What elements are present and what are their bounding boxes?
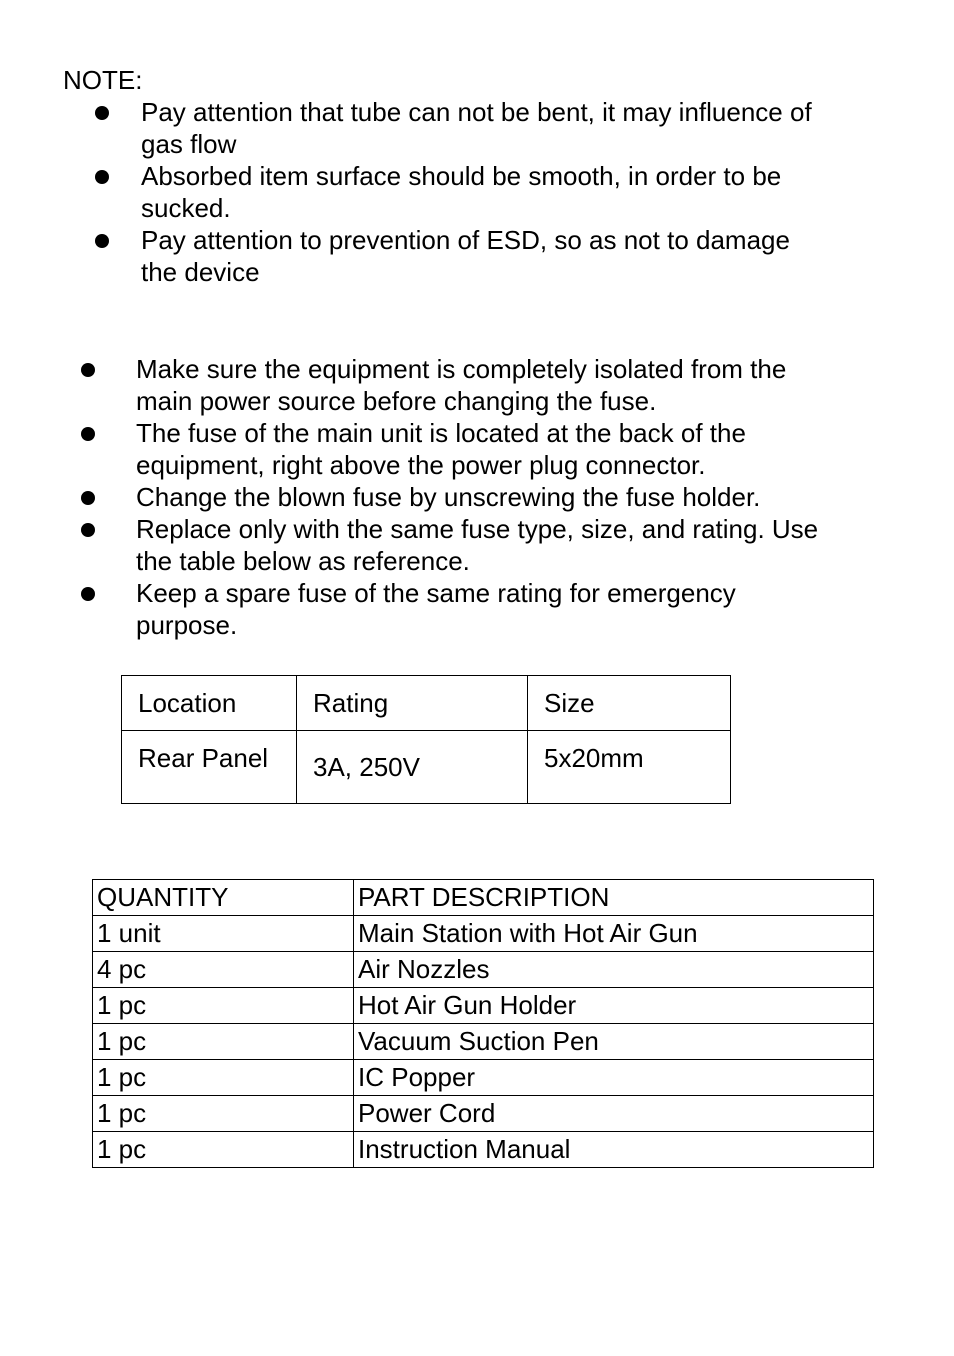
bullet-icon xyxy=(81,587,95,601)
fuse-instruction-item xyxy=(136,417,916,481)
parts-description-cell: Power Cord xyxy=(354,1096,874,1132)
note-item-line: Absorbed item surface should be smooth, in order to be xyxy=(141,161,782,191)
parts-quantity-cell: 4 pc xyxy=(93,952,354,988)
note-item-line: the device xyxy=(141,257,260,287)
fuse-table-row xyxy=(122,731,731,804)
parts-table-row xyxy=(93,1024,874,1060)
parts-description-cell: IC Popper xyxy=(354,1060,874,1096)
fuse-instruction-item xyxy=(136,577,916,641)
bullet-icon xyxy=(95,170,109,184)
fuse-table-cell: 3A, 250V xyxy=(297,731,528,804)
note-item xyxy=(141,224,911,288)
bullet-icon xyxy=(81,523,95,537)
parts-table-row xyxy=(93,1060,874,1096)
note-title: NOTE: xyxy=(63,65,143,95)
fuse-instruction-item xyxy=(136,481,916,513)
note-item-line: Pay attention to prevention of ESD, so as not to damage xyxy=(141,225,790,255)
parts-table-row xyxy=(93,988,874,1024)
note-item xyxy=(141,96,911,160)
fuse-table-cell: 5x20mm xyxy=(528,731,731,804)
parts-table-header-cell: QUANTITY xyxy=(93,880,354,916)
fuse-table-header-cell: Size xyxy=(528,676,731,731)
bullet-icon xyxy=(81,363,95,377)
parts-quantity-cell: 1 pc xyxy=(93,1096,354,1132)
parts-quantity-cell: 1 pc xyxy=(93,1132,354,1168)
parts-table-row xyxy=(93,952,874,988)
parts-description-cell: Main Station with Hot Air Gun xyxy=(354,916,874,952)
fuse-instruction-line: Change the blown fuse by unscrewing the fuse holder. xyxy=(136,482,761,512)
parts-table-row xyxy=(93,1096,874,1132)
fuse-table-header-cell: Rating xyxy=(297,676,528,731)
note-list xyxy=(141,96,911,288)
bullet-icon xyxy=(95,106,109,120)
fuse-table-cell: Rear Panel xyxy=(122,731,297,804)
note-item-line: Pay attention that tube can not be bent, it may influence of xyxy=(141,97,812,127)
fuse-table-header-row xyxy=(122,676,731,731)
bullet-icon xyxy=(95,234,109,248)
fuse-instruction-line: main power source before changing the fuse. xyxy=(136,386,657,416)
fuse-instruction-line: the table below as reference. xyxy=(136,546,470,576)
fuse-table-header-cell: Location xyxy=(122,676,297,731)
fuse-instruction-line: purpose. xyxy=(136,610,238,640)
fuse-instruction-line: Keep a spare fuse of the same rating for emergency xyxy=(136,578,736,608)
fuse-table xyxy=(121,675,731,804)
parts-quantity-cell: 1 unit xyxy=(93,916,354,952)
fuse-instruction-line: Replace only with the same fuse type, size, and rating. Use xyxy=(136,514,819,544)
parts-table-header-cell: PART DESCRIPTION xyxy=(354,880,874,916)
note-item-line: sucked. xyxy=(141,193,231,223)
bullet-icon xyxy=(81,491,95,505)
fuse-instruction-item xyxy=(136,513,916,577)
parts-quantity-cell: 1 pc xyxy=(93,988,354,1024)
bullet-icon xyxy=(81,427,95,441)
parts-description-cell: Air Nozzles xyxy=(354,952,874,988)
parts-table-row xyxy=(93,1132,874,1168)
parts-quantity-cell: 1 pc xyxy=(93,1024,354,1060)
note-item xyxy=(141,160,911,224)
parts-quantity-cell: 1 pc xyxy=(93,1060,354,1096)
fuse-instruction-item xyxy=(136,353,916,417)
fuse-instruction-line: The fuse of the main unit is located at the back of the xyxy=(136,418,746,448)
note-item-line: gas flow xyxy=(141,129,237,159)
parts-description-cell: Vacuum Suction Pen xyxy=(354,1024,874,1060)
fuse-instruction-line: equipment, right above the power plug connector. xyxy=(136,450,706,480)
parts-description-cell: Hot Air Gun Holder xyxy=(354,988,874,1024)
fuse-instruction-line: Make sure the equipment is completely isolated from the xyxy=(136,354,787,384)
parts-table-header-row xyxy=(93,880,874,916)
parts-table xyxy=(92,879,874,1168)
parts-description-cell: Instruction Manual xyxy=(354,1132,874,1168)
fuse-instruction-list xyxy=(136,353,916,641)
parts-table-row xyxy=(93,916,874,952)
